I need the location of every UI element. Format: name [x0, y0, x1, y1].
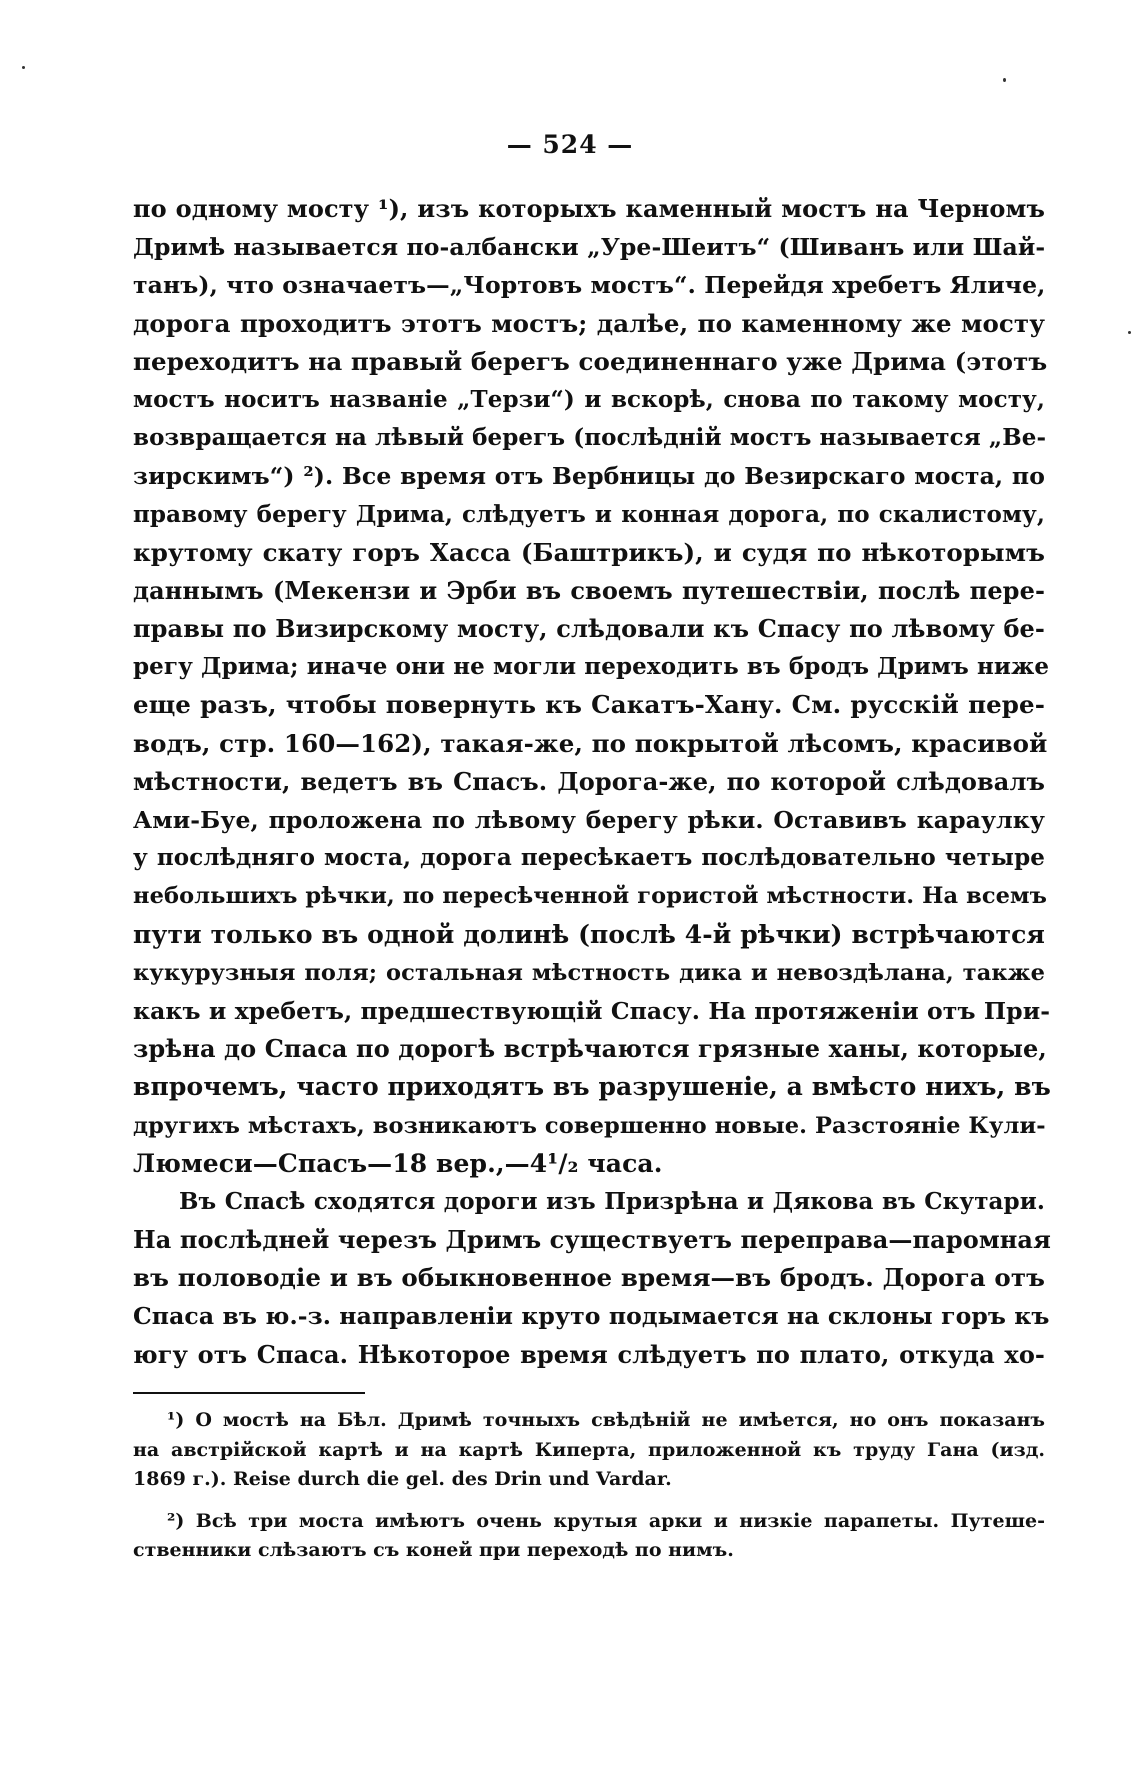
text-line: Люмеси—Спасъ—18 вер.,—4¹/₂ часа.: [133, 1148, 663, 1178]
text-line: зирскимъ“) ²). Все время отъ Вербницы до Везирскаго моста, по: [133, 462, 1045, 491]
text-line: Дримѣ называется по-албански „Уре-Шеитъ“ (Шиванъ или Шай-: [133, 233, 1046, 262]
text-line: дорога проходитъ этотъ мостъ; далѣе, по каменному же мосту: [133, 308, 1045, 338]
scan-speck: [1003, 78, 1006, 82]
text-line: Ами-Буе, проложена по лѣвому берегу рѣки. Оставивъ караулку: [133, 806, 1045, 834]
text-line: На послѣдней черезъ Дримъ существуетъ переправа—паромная: [133, 1225, 1051, 1255]
text-line: даннымъ (Мекензи и Эрби въ своемъ путешествіи, послѣ пере-: [133, 575, 1045, 605]
text-line: небольшихъ рѣчки, по пересѣченной гористой мѣстности. На всемъ: [133, 883, 1048, 910]
scan-speck: [1128, 331, 1131, 334]
text-line: въ половодіе и въ обыкновенное время—въ бродъ. Дорога отъ: [133, 1263, 1045, 1293]
text-line: по одному мосту ¹), изъ которыхъ каменный мостъ на Черномъ: [133, 194, 1045, 223]
footnote-1-line: ¹) О мостѣ на Бѣл. Дримѣ точныхъ свѣдѣній не имѣется, но онъ показанъ: [167, 1409, 1045, 1431]
text-line: югу отъ Спаса. Нѣкоторое время слѣдуетъ по плато, откуда хо-: [133, 1339, 1045, 1369]
paragraph-start-line: Въ Спасѣ сходятся дороги изъ Призрѣна и Дякова въ Скутари.: [179, 1187, 1045, 1215]
text-line: кукурузныя поля; остальная мѣстность дика и невоздѣлана, также: [133, 959, 1045, 986]
text-line: зрѣна до Спаса по дорогѣ встрѣчаются грязные ханы, которые,: [133, 1034, 1047, 1064]
text-line: переходитъ на правый берегъ соединеннаго уже Дрима (этотъ: [133, 346, 1048, 376]
text-line: крутому скату горъ Хасса (Баштрикъ), и судя по нѣкоторымъ: [133, 537, 1045, 567]
footnote-2-line: ²) Всѣ три моста имѣютъ очень крутыя арки и низкіе парапеты. Путеше-: [167, 1509, 1045, 1532]
text-line: впрочемъ, часто приходятъ въ разрушеніе, а вмѣсто нихъ, въ: [133, 1072, 1051, 1102]
text-line: у послѣдняго моста, дорога пересѣкаетъ послѣдовательно четыре: [133, 844, 1045, 872]
text-line: регу Дрима; иначе они не могли переходить въ бродъ Дримъ ниже: [133, 653, 1050, 681]
main-text: [133, 190, 1051, 1374]
text-line: мостъ носитъ названіе „Терзи“) и вскорѣ, снова по такому мосту,: [133, 385, 1045, 413]
text-line: правому берегу Дрима, слѣдуетъ и конная дорога, по скалистому,: [133, 500, 1045, 528]
text-line: водъ, стр. 160—162), такая-же, по покрытой лѣсомъ, красивой: [133, 728, 1048, 758]
text-line: какъ и хребетъ, предшествующій Спасу. На протяженіи отъ При-: [133, 996, 1051, 1025]
text-line: Спаса въ ю.-з. направленіи круто подымается на склоны горъ къ: [133, 1302, 1050, 1331]
text-line: танъ), что означаетъ—„Чортовъ мостъ“. Перейдя хребетъ Яличе,: [133, 271, 1046, 300]
page-number: — 524 —: [506, 130, 634, 159]
text-line: правы по Визирскому мосту, слѣдовали къ Спасу по лѣвому бе-: [133, 614, 1045, 644]
footnote-1-line: 1869 г.). Reise durch die gel. des Drin und Vardar.: [133, 1468, 672, 1490]
text-line: другихъ мѣстахъ, возникаютъ совершенно новые. Разстояніе Кули-: [133, 1112, 1046, 1139]
text-line: мѣстности, ведетъ въ Спасъ. Дорога-же, по которой слѣдовалъ: [133, 766, 1045, 796]
text-line: еще разъ, чтобы повернуть къ Сакатъ-Хану. См. русскій пере-: [133, 690, 1045, 720]
text-line: пути только въ одной долинѣ (послѣ 4-й рѣчки) встрѣчаются: [133, 919, 1045, 949]
scan-speck: [22, 66, 25, 69]
footnote-separator: [133, 1392, 365, 1394]
footnote-1-line: на австрійской картѣ и на картѣ Киперта, приложенной къ труду Гана (изд.: [133, 1438, 1045, 1461]
text-line: возвращается на лѣвый берегъ (послѣдній мостъ называется „Ве-: [133, 424, 1047, 452]
footnotes: [133, 1406, 1045, 1566]
footnote-2-line: ственники слѣзаютъ съ коней при переходѣ по нимъ.: [133, 1539, 734, 1561]
